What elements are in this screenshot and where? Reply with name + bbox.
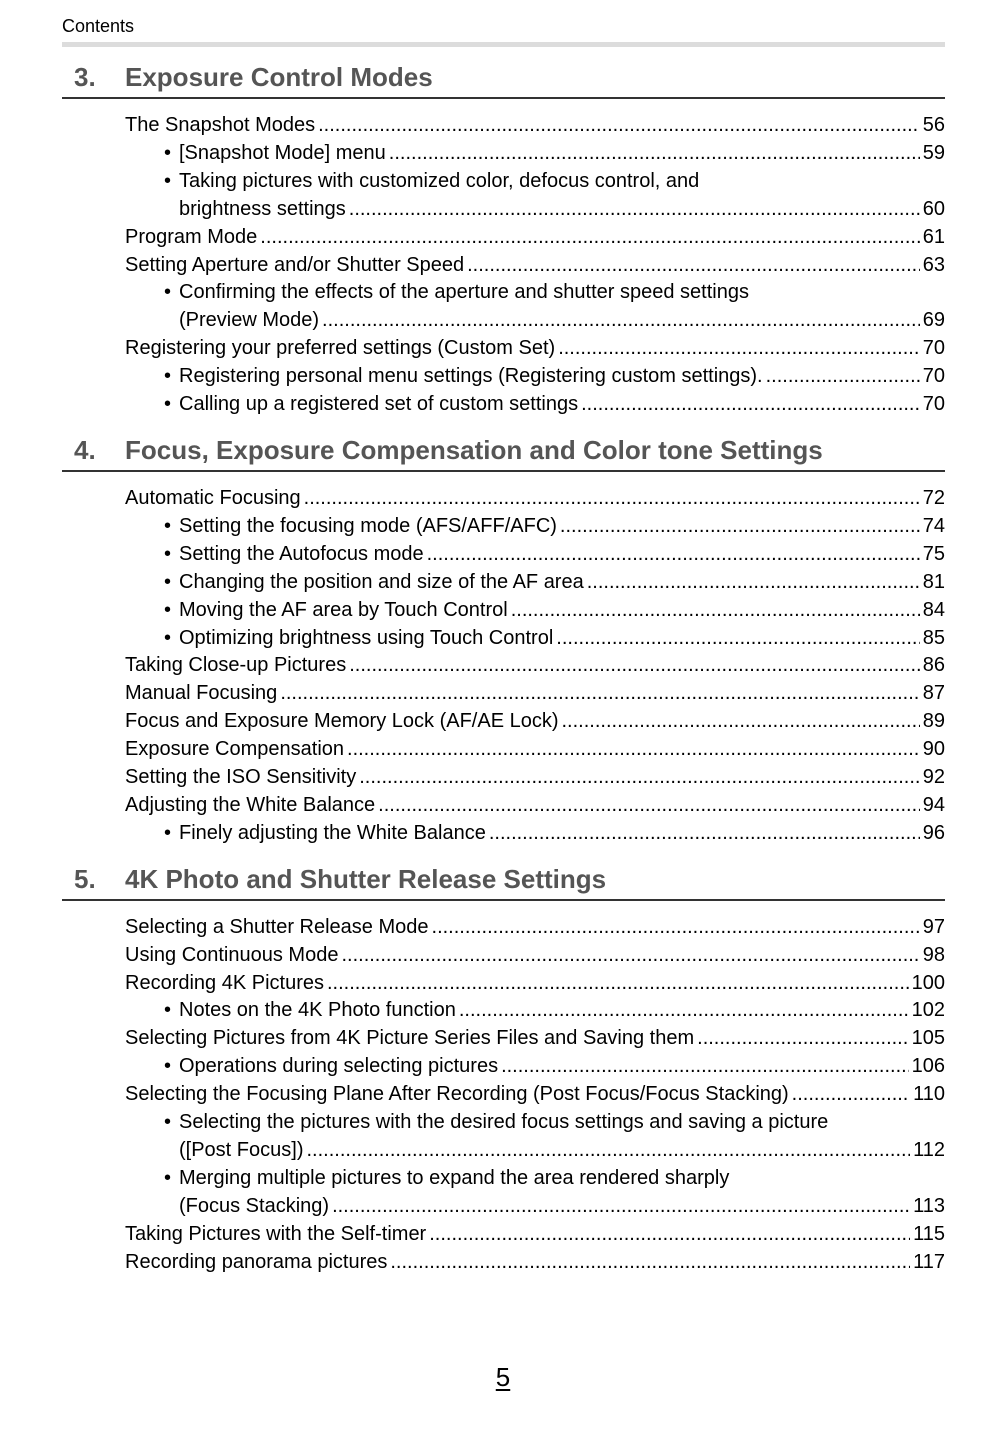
entry-line [125,652,945,680]
entry-title: Finely adjusting the White Balance [179,821,486,844]
entry-title: Adjusting the White Balance [125,793,376,816]
entry-text-wrap [164,541,945,569]
entry-page-number: 87 [922,682,945,705]
entry-text-wrap [164,820,945,848]
toc-subentry[interactable] [62,363,945,391]
entry-page-number: 94 [922,793,945,816]
entry-line [125,1249,945,1277]
entry-title: brightness settings [179,197,346,220]
dot-leader [467,252,920,280]
entry-title: Taking Close-up Pictures [125,654,347,677]
entry-page-number: 98 [922,943,945,966]
toc-entry[interactable] [62,680,945,708]
entry-line [179,625,945,653]
entry-page-number: 70 [922,337,945,360]
dot-leader [511,597,920,625]
toc-entry[interactable] [62,652,945,680]
entry-page-number: 102 [911,999,945,1022]
entry-page-number: 90 [922,738,945,761]
toc-subentry[interactable] [62,279,945,335]
entry-title: (Focus Stacking) [179,1194,330,1217]
dot-leader [341,942,919,970]
entry-title: Confirming the effects of the aperture and shutter speed settings [179,281,749,304]
entry-title: Registering personal menu settings (Registering custom settings). [179,365,763,388]
header-label: Contents [62,16,135,36]
toc-section [62,54,945,427]
toc-subentry[interactable] [62,168,945,224]
entry-title: Focus and Exposure Memory Lock (AF/AE Lock) [125,710,559,733]
section-title: Focus, Exposure Compensation and Color tone Settings [125,434,823,465]
section-title: 4K Photo and Shutter Release Settings [125,863,607,894]
toc-entry[interactable] [62,764,945,792]
entry-line [179,1193,945,1221]
bullet-icon: • [164,169,172,192]
toc-subentry[interactable] [62,391,945,419]
entry-line [179,168,945,196]
entry-title: Selecting the Focusing Plane After Recording (Post Focus/Focus Stacking) [125,1083,789,1106]
entry-title: Manual Focusing [125,682,278,705]
toc-subentry[interactable] [62,997,945,1025]
dot-leader [349,652,920,680]
toc-subentry[interactable] [62,569,945,597]
bullet-icon: • [164,1166,172,1189]
entry-title: Selecting a Shutter Release Mode [125,915,429,938]
toc-subentry[interactable] [62,1165,945,1221]
entry-text-wrap [164,513,945,541]
entry-text-wrap [164,140,945,168]
entry-title: Automatic Focusing [125,486,301,509]
entry-line [179,1053,945,1081]
dot-leader [347,736,920,764]
entry-title: ([Post Focus]) [179,1139,304,1161]
entry-title: Taking pictures with customized color, defocus control, and [179,169,700,192]
entry-line [179,820,945,848]
entry-line [125,680,945,708]
entry-page-number: 56 [922,114,945,136]
toc-entry[interactable] [62,736,945,764]
dot-leader [427,541,920,569]
entry-title: Calling up a registered set of custom settings [179,393,579,416]
entry-line [179,279,945,307]
entry-page-number: 115 [913,1222,945,1245]
entry-page-number: 106 [911,1055,945,1078]
section-number: 3. [74,62,96,92]
dot-leader [556,625,919,653]
page-number [0,1362,1006,1393]
entry-title: Changing the position and size of the AF area [179,570,584,593]
entry-title: Exposure Compensation [125,738,345,761]
dot-leader [304,485,920,513]
entry-line [125,914,945,942]
dot-leader [562,708,920,736]
entry-line [125,736,945,764]
entry-text-wrap [164,569,945,597]
entry-line [179,140,945,168]
dot-leader [327,970,909,998]
section-heading [62,427,945,472]
entry-line [125,224,945,252]
entry-text-wrap [164,168,945,224]
toc-entry[interactable] [62,1025,945,1053]
entry-line [179,1109,945,1137]
section-number: 5. [74,863,96,894]
dot-leader [322,307,920,335]
entry-line [179,307,945,335]
entry-title: Recording panorama pictures [125,1250,388,1273]
bullet-icon: • [164,141,172,164]
dot-leader [280,680,919,708]
entry-title: Merging multiple pictures to expand the area rendered sharply [179,1166,730,1189]
entry-text-wrap [164,363,945,391]
entry-line [179,997,945,1025]
entry-title: Selecting the pictures with the desired focus settings and saving a picture [179,1111,829,1134]
bullet-icon: • [164,570,172,593]
toc-section [62,856,945,1285]
entry-line [125,1081,945,1109]
entry-line [125,252,945,280]
dot-leader [359,764,920,792]
dot-leader [389,140,920,168]
entry-page-number: 89 [922,710,945,733]
entry-title: Using Continuous Mode [125,943,339,966]
entry-line [179,1137,945,1165]
toc-entry[interactable] [62,224,945,252]
entry-page-number: 70 [922,393,945,416]
toc-entry-list [62,901,945,1285]
toc-entry[interactable] [62,112,945,140]
bullet-icon: • [164,1111,172,1134]
toc-section [62,427,945,856]
entry-page-number: 75 [922,542,945,565]
entry-title: The Snapshot Modes [125,114,316,136]
entry-text-wrap [164,391,945,419]
dot-leader [560,513,920,541]
entry-page-number: 85 [922,626,945,649]
toc-entry-list [62,99,945,427]
bullet-icon: • [164,598,172,621]
entry-title: Optimizing brightness using Touch Control [179,626,554,649]
toc-entry[interactable] [62,485,945,513]
entry-title: Registering your preferred settings (Custom Set) [125,337,556,360]
entry-text-wrap [164,625,945,653]
entry-line [179,541,945,569]
bullet-icon: • [164,514,172,537]
dot-leader [489,820,920,848]
entry-line [125,485,945,513]
entry-page-number: 63 [922,253,945,276]
entry-page-number: 110 [913,1083,945,1106]
entry-page-number: 117 [913,1250,945,1273]
entry-text-wrap [164,279,945,335]
entry-page-number: 96 [922,821,945,844]
toc-subentry[interactable] [62,513,945,541]
entry-page-number: 61 [922,225,945,248]
bullet-icon: • [164,393,172,416]
entry-title: Setting the focusing mode (AFS/AFF/AFC) [179,514,557,537]
entry-line [125,970,945,998]
dot-leader [432,914,920,942]
entry-text-wrap [164,1165,945,1221]
dot-leader [587,569,920,597]
entry-line [179,391,945,419]
entry-line [125,1221,945,1249]
entry-line [125,764,945,792]
entry-page-number: 97 [922,915,945,938]
entry-title: Program Mode [125,225,258,248]
entry-text-wrap [164,1109,945,1165]
entry-page-number: 92 [922,766,945,789]
entry-line [179,513,945,541]
entry-page-number: 69 [922,309,945,332]
entry-line [125,1025,945,1053]
dot-leader [260,224,919,252]
entry-title: Taking Pictures with the Self-timer [125,1222,427,1245]
entry-line [179,196,945,224]
entry-page-number: 100 [911,971,945,994]
toc-entry[interactable] [62,1249,945,1277]
entry-line [125,335,945,363]
dot-leader [349,196,920,224]
entry-text-wrap [164,597,945,625]
entry-line [125,112,945,140]
entry-title: Moving the AF area by Touch Control [179,598,508,621]
entry-title: Setting the Autofocus mode [179,542,424,565]
toc-entry[interactable] [62,1221,945,1249]
toc-entry[interactable] [62,942,945,970]
entry-page-number: 81 [922,570,945,593]
entry-line [125,942,945,970]
entry-title: (Preview Mode) [179,309,320,332]
header-divider [62,42,945,47]
page-number-value: 5 [495,1362,511,1392]
entry-text-wrap [164,1053,945,1081]
toc-entry[interactable] [62,970,945,998]
dot-leader [390,1249,910,1277]
section-number: 4. [74,434,96,465]
entry-page-number: 84 [922,598,945,621]
toc-entry[interactable] [62,335,945,363]
dot-leader [318,112,920,140]
toc-entry[interactable] [62,1081,945,1109]
entry-page-number: 113 [913,1194,945,1217]
entry-page-number: 59 [922,141,945,164]
entry-title: Operations during selecting pictures [179,1055,499,1078]
section-title: Exposure Control Modes [125,62,433,92]
toc-subentry[interactable] [62,541,945,569]
toc-entry[interactable] [62,914,945,942]
bullet-icon: • [164,626,172,649]
bullet-icon: • [164,281,172,304]
entry-page-number: 60 [922,197,945,220]
toc-subentry[interactable] [62,625,945,653]
entry-title: Setting Aperture and/or Shutter Speed [125,253,465,276]
table-of-contents [62,54,945,1285]
entry-page-number: 86 [922,654,945,677]
toc-entry[interactable] [62,708,945,736]
dot-leader [581,391,920,419]
toc-entry-list [62,472,945,856]
section-heading [62,54,945,99]
entry-title: Recording 4K Pictures [125,971,324,994]
bullet-icon: • [164,542,172,565]
bullet-icon: • [164,821,172,844]
dot-leader [501,1053,909,1081]
entry-text-wrap [164,997,945,1025]
entry-title: Setting the ISO Sensitivity [125,766,357,789]
entry-title: Selecting Pictures from 4K Picture Series Files and Saving them [125,1027,695,1050]
dot-leader [306,1137,910,1165]
entry-line [125,792,945,820]
entry-page-number: 112 [913,1139,945,1161]
entry-title: [Snapshot Mode] menu [179,141,386,164]
section-heading [62,856,945,901]
entry-line [179,363,945,391]
dot-leader [459,997,909,1025]
bullet-icon: • [164,999,172,1022]
entry-line [179,1165,945,1193]
entry-line [125,708,945,736]
toc-subentry[interactable] [62,820,945,848]
entry-page-number: 70 [922,365,945,388]
bullet-icon: • [164,1055,172,1078]
dot-leader [558,335,920,363]
entry-page-number: 105 [911,1027,945,1050]
dot-leader [378,792,920,820]
dot-leader [697,1025,908,1053]
toc-subentry[interactable] [62,140,945,168]
entry-line [179,597,945,625]
entry-title: Notes on the 4K Photo function [179,999,456,1022]
dot-leader [332,1193,910,1221]
entry-page-number: 72 [922,486,945,509]
toc-entry[interactable] [62,252,945,280]
toc-subentry[interactable] [62,597,945,625]
dot-leader [792,1081,910,1109]
toc-subentry[interactable] [62,1109,945,1165]
bullet-icon: • [164,365,172,388]
dot-leader [766,363,920,391]
toc-entry[interactable] [62,792,945,820]
dot-leader [429,1221,910,1249]
entry-line [179,569,945,597]
entry-page-number: 74 [922,514,945,537]
toc-subentry[interactable] [62,1053,945,1081]
